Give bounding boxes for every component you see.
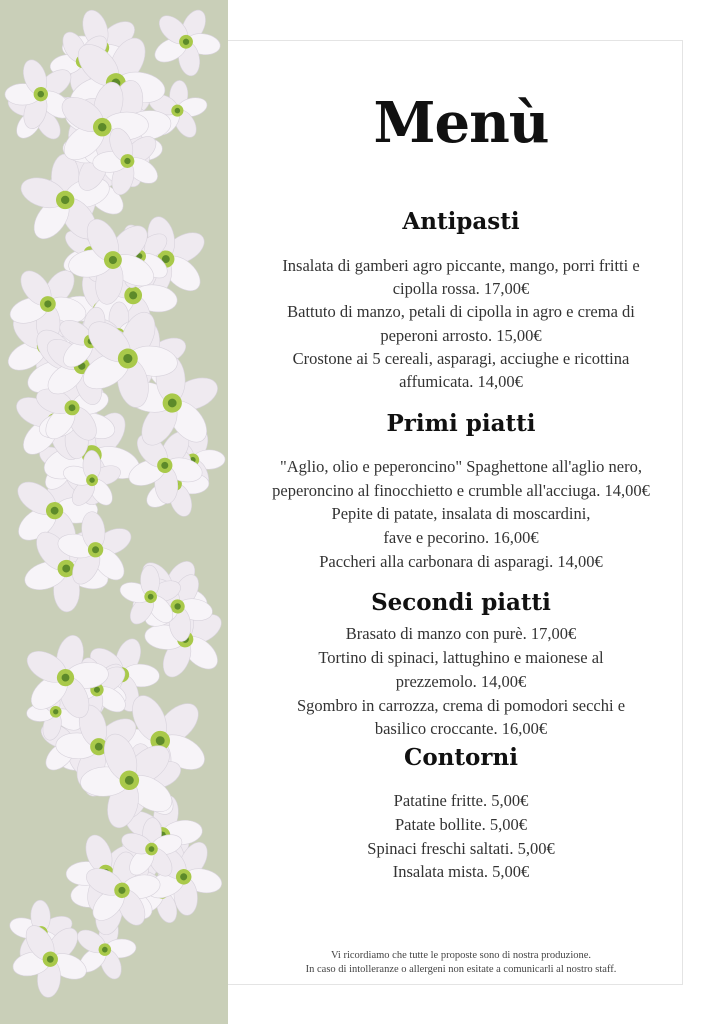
section-heading: Secondi piatti bbox=[371, 589, 551, 616]
menu-item-line: Tortino di spinaci, lattughino e maionese al bbox=[318, 648, 604, 667]
menu-item-line: peperoni arrosto. 15,00€ bbox=[380, 326, 542, 345]
menu-item-line: prezzemolo. 14,00€ bbox=[395, 672, 527, 691]
footer-note: In caso di intolleranze o allergeni non esitate a comunicarli al nostro staff. bbox=[305, 964, 617, 975]
page-title: Menù bbox=[373, 90, 549, 156]
menu-item-line: Sgombro in carrozza, crema di pomodori secchi e bbox=[296, 696, 626, 715]
menu-item-line: Paccheri alla carbonara di asparagi. 14,00€ bbox=[319, 552, 603, 571]
menu-item-line: Battuto di manzo, petali di cipolla in agro e crema di bbox=[287, 302, 635, 321]
menu-item-line: Brasato di manzo con purè. 17,00€ bbox=[345, 624, 577, 643]
menu-item-line: cipolla rossa. 17,00€ bbox=[392, 279, 530, 298]
section-heading: Primi piatti bbox=[386, 410, 536, 437]
menu-item-line: Insalata mista. 5,00€ bbox=[392, 862, 530, 881]
menu-item-line: "Aglio, olio e peperoncino" Spaghettone all'aglio nero, bbox=[280, 457, 642, 476]
menu-item-line: Crostone ai 5 cereali, asparagi, acciughe e ricottina bbox=[292, 349, 630, 368]
menu-item-line: affumicata. 14,00€ bbox=[399, 372, 523, 391]
menu-item-line: Spinaci freschi saltati. 5,00€ bbox=[367, 839, 555, 858]
section-heading: Antipasti bbox=[402, 208, 520, 235]
menu-item-line: Patatine fritte. 5,00€ bbox=[393, 791, 529, 810]
menu-item-line: basilico croccante. 16,00€ bbox=[374, 719, 548, 738]
menu-item-line: Pepite di patate, insalata di moscardini, bbox=[331, 504, 591, 523]
flower-image-panel bbox=[0, 0, 228, 1024]
menu-item-line: Insalata di gamberi agro piccante, mango, porri fritti e bbox=[282, 256, 640, 275]
flower bbox=[139, 0, 228, 88]
section-heading: Contorni bbox=[404, 744, 518, 771]
menu-item-line: Patate bollite. 5,00€ bbox=[395, 815, 527, 834]
footer-note: Vi ricordiamo che tutte le proposte sono di nostra produzione. bbox=[330, 950, 592, 961]
menu-item-line: peperoncino al finocchietto e crumble all'acciuga. 14,00€ bbox=[272, 481, 650, 500]
menu-item-line: fave e pecorino. 16,00€ bbox=[383, 528, 539, 547]
